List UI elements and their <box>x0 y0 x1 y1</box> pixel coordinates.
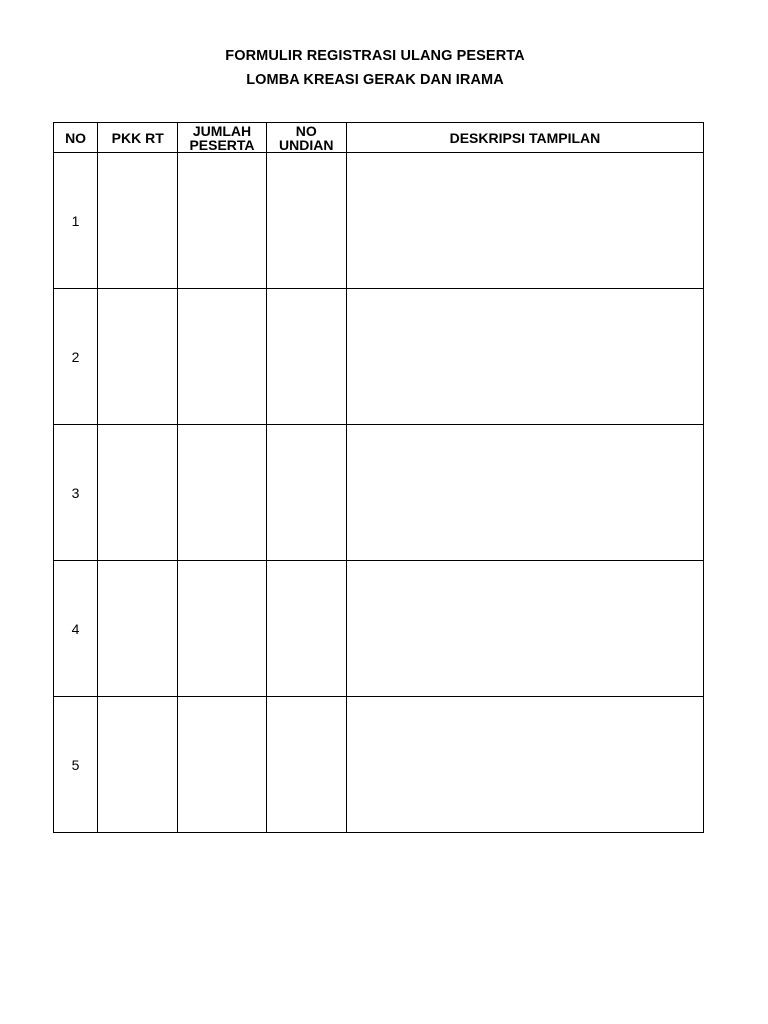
cell-no: 5 <box>54 697 98 833</box>
header-no-undian-line-1: NO <box>295 122 317 139</box>
table-row <box>54 289 704 425</box>
cell-no: 3 <box>54 425 98 561</box>
table-row <box>54 561 704 697</box>
cell-jumlah-peserta[interactable] <box>178 153 266 289</box>
cell-jumlah-peserta[interactable] <box>178 697 266 833</box>
cell-pkk-rt[interactable] <box>98 425 178 561</box>
cell-no-undian[interactable] <box>266 561 346 697</box>
header-no: NO <box>54 123 98 153</box>
cell-no: 1 <box>54 153 98 289</box>
cell-no-undian[interactable] <box>266 153 346 289</box>
cell-deskripsi-tampilan[interactable] <box>346 289 703 425</box>
cell-no-undian[interactable] <box>266 289 346 425</box>
header-deskripsi-tampilan: DESKRIPSI TAMPILAN <box>346 123 703 153</box>
cell-deskripsi-tampilan[interactable] <box>346 697 703 833</box>
header-pkk-rt: PKK RT <box>98 123 178 153</box>
document-subtitle: LOMBA KREASI GERAK DAN IRAMA <box>246 72 504 88</box>
cell-jumlah-peserta[interactable] <box>178 425 266 561</box>
cell-pkk-rt[interactable] <box>98 697 178 833</box>
header-jumlah-peserta-line-1: JUMLAH <box>192 122 252 139</box>
registration-table <box>53 122 704 833</box>
cell-pkk-rt[interactable] <box>98 561 178 697</box>
cell-no: 2 <box>54 289 98 425</box>
header-jumlah-peserta-line-2: PESERTA <box>189 136 255 153</box>
cell-deskripsi-tampilan[interactable] <box>346 561 703 697</box>
table-row <box>54 153 704 289</box>
document-title-block <box>0 44 750 92</box>
table-row <box>54 425 704 561</box>
cell-deskripsi-tampilan[interactable] <box>346 425 703 561</box>
document-title: FORMULIR REGISTRASI ULANG PESERTA <box>225 48 525 64</box>
cell-pkk-rt[interactable] <box>98 289 178 425</box>
table-row <box>54 697 704 833</box>
cell-jumlah-peserta[interactable] <box>178 289 266 425</box>
header-no-undian <box>266 123 346 153</box>
header-no-undian-line-2: UNDIAN <box>279 136 334 153</box>
cell-pkk-rt[interactable] <box>98 153 178 289</box>
table-header-row <box>54 123 704 153</box>
cell-no-undian[interactable] <box>266 697 346 833</box>
cell-jumlah-peserta[interactable] <box>178 561 266 697</box>
cell-deskripsi-tampilan[interactable] <box>346 153 703 289</box>
cell-no: 4 <box>54 561 98 697</box>
cell-no-undian[interactable] <box>266 425 346 561</box>
header-jumlah-peserta <box>178 123 266 153</box>
